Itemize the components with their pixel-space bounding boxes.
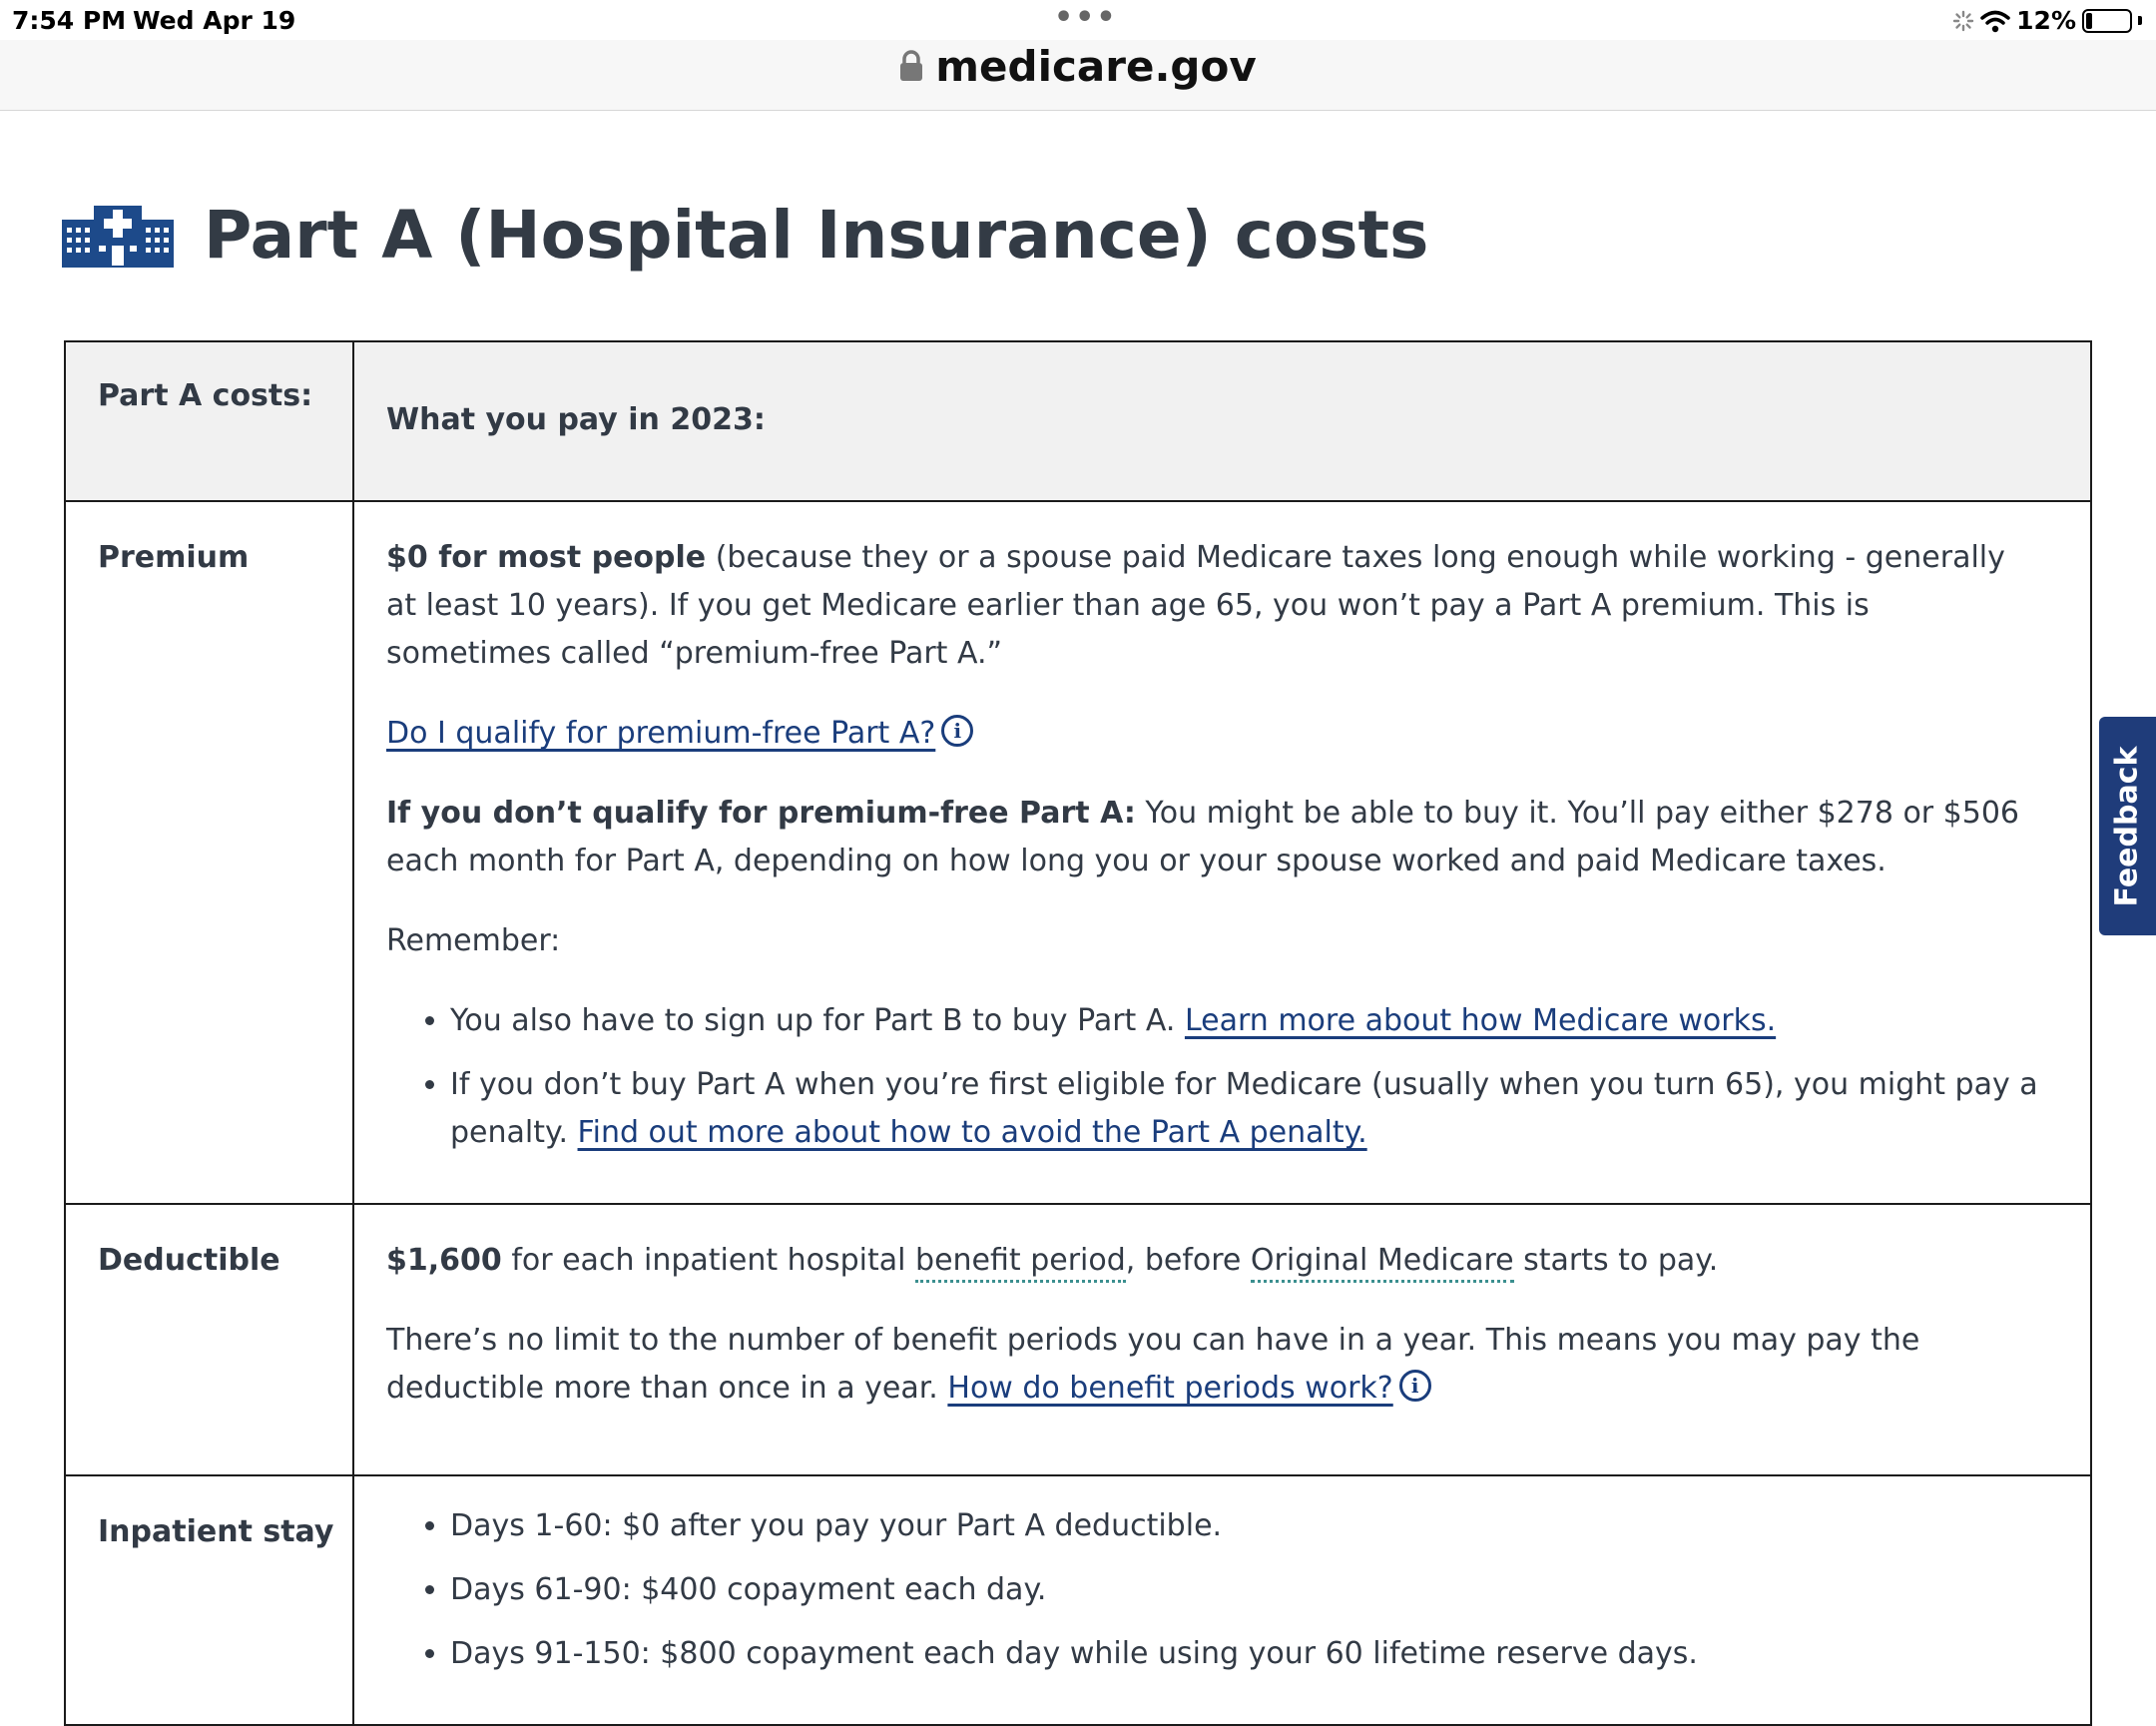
hospital-icon — [62, 202, 174, 268]
buy-part-a-text: You might be able to buy it. You’ll pay either $278 or $506 each month for Part A, depending on how long you or your spouse worked and paid Medicare taxes. — [386, 796, 2020, 878]
premium-paragraph-1 — [386, 534, 2040, 678]
deductible-text-1: for each inpatient hospital — [501, 1243, 916, 1278]
premium-details — [353, 501, 2091, 1204]
deductible-details — [353, 1204, 2091, 1475]
medicare-works-link[interactable]: Learn more about how Medicare works. — [1184, 1003, 1777, 1038]
list-item: • Days 91-150: $800 copayment each day while using your 60 lifetime reserve days. — [450, 1630, 2040, 1678]
row-label-inpatient-stay: Inpatient stay — [65, 1475, 353, 1725]
premium-free-amount: $0 for most people — [386, 540, 707, 575]
benefit-period-term[interactable]: benefit period — [915, 1243, 1126, 1283]
bullet-2-text: If you don’t buy Part A when you’re first eligible for Medicare (usually when you turn 65), you might pay a penalty. — [450, 1067, 2038, 1150]
battery-percent: 12% — [2016, 6, 2076, 35]
deductible-paragraph-2 — [386, 1317, 2040, 1413]
feedback-label: Feedback — [2109, 746, 2145, 907]
table-row-deductible — [65, 1204, 2091, 1475]
feedback-tab[interactable] — [2099, 717, 2156, 935]
page-header — [62, 190, 1428, 280]
not-qualify-heading: If you don’t qualify for premium-free Part A: — [386, 796, 1136, 831]
remember-list — [386, 997, 2040, 1157]
avoid-penalty-link[interactable]: Find out more about how to avoid the Part A penalty. — [577, 1115, 1367, 1150]
deductible-amount: $1,600 — [386, 1243, 502, 1278]
address-bar[interactable] — [0, 40, 2156, 111]
table-row-inpatient-stay — [65, 1475, 2091, 1725]
wifi-icon — [1980, 9, 2010, 33]
list-item — [450, 997, 2040, 1045]
url-display[interactable] — [0, 42, 2156, 91]
url-text: medicare.gov — [935, 42, 1257, 91]
status-time: 7:54 PM — [12, 6, 127, 35]
row-label-premium: Premium — [65, 501, 353, 1204]
row-label-deductible: Deductible — [65, 1204, 353, 1475]
header-what-you-pay: What you pay in 2023: — [353, 341, 2091, 501]
inpatient-list — [386, 1502, 2040, 1678]
table-row-premium — [65, 501, 2091, 1204]
page-title: Part A (Hospital Insurance) costs — [204, 196, 1429, 274]
benefit-periods-link[interactable]: How do benefit periods work? — [947, 1371, 1393, 1406]
activity-icon — [1952, 10, 1974, 32]
deductible-text-2: , before — [1125, 1243, 1251, 1278]
benefit-periods-text: There’s no limit to the number of benefit periods you can have in a year. This means you may pay the deductible more than once in a year. — [386, 1323, 1920, 1406]
battery-cap — [2138, 16, 2142, 25]
part-a-costs-table — [64, 340, 2092, 1726]
multitasking-dots-icon[interactable]: ••• — [1054, 0, 1118, 35]
status-bar — [0, 0, 2156, 40]
status-right — [1952, 6, 2142, 35]
inpatient-details — [353, 1475, 2091, 1725]
remember-label: Remember: — [386, 923, 561, 958]
list-item: • Days 61-90: $400 copayment each day. — [450, 1566, 2040, 1614]
premium-paragraph-2 — [386, 790, 2040, 885]
premium-explanation: (because they or a spouse paid Medicare taxes long enough while working - generally at least 10 years). If you get Medicare earlier than age 65, you won’t pay a Part A premium. This is sometimes called “premium-free Part A.” — [386, 540, 2005, 671]
info-icon[interactable]: i — [941, 715, 973, 747]
battery-icon — [2082, 9, 2132, 33]
qualify-paragraph — [386, 710, 2040, 758]
deductible-text-3: starts to pay. — [1513, 1243, 1719, 1278]
info-icon[interactable]: i — [1399, 1370, 1431, 1402]
list-item: • Days 1-60: $0 after you pay your Part A deductible. — [450, 1502, 2040, 1550]
lock-icon — [899, 50, 923, 82]
table-header-row — [65, 341, 2091, 501]
qualify-premium-free-link[interactable]: Do I qualify for premium-free Part A? — [386, 716, 936, 751]
original-medicare-term[interactable]: Original Medicare — [1251, 1243, 1514, 1283]
list-item — [450, 1061, 2040, 1157]
status-date: Wed Apr 19 — [133, 6, 296, 35]
bullet-1-text: You also have to sign up for Part B to buy Part A. — [450, 1003, 1185, 1038]
deductible-paragraph-1 — [386, 1237, 2040, 1285]
header-part-a-costs: Part A costs: — [65, 341, 353, 501]
